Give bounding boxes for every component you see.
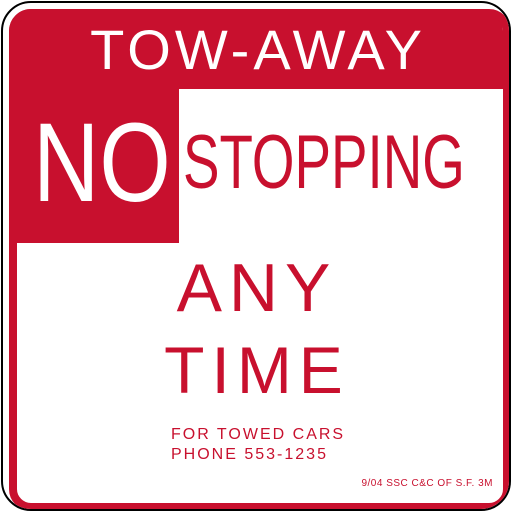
tow-away-heading: TOW-AWAY [90, 18, 426, 81]
sign-credit-text: 9/04 SSC C&C OF S.F. 3M [361, 478, 493, 489]
time-text: TIME [164, 333, 350, 407]
phone-number-text: PHONE 553-1235 [171, 446, 328, 463]
any-text: ANY [176, 250, 338, 326]
no-text: NO [33, 100, 171, 225]
tow-away-sign [1, 1, 511, 511]
stopping-text: STOPPING [183, 120, 465, 205]
towed-cars-text: FOR TOWED CARS [171, 426, 346, 443]
